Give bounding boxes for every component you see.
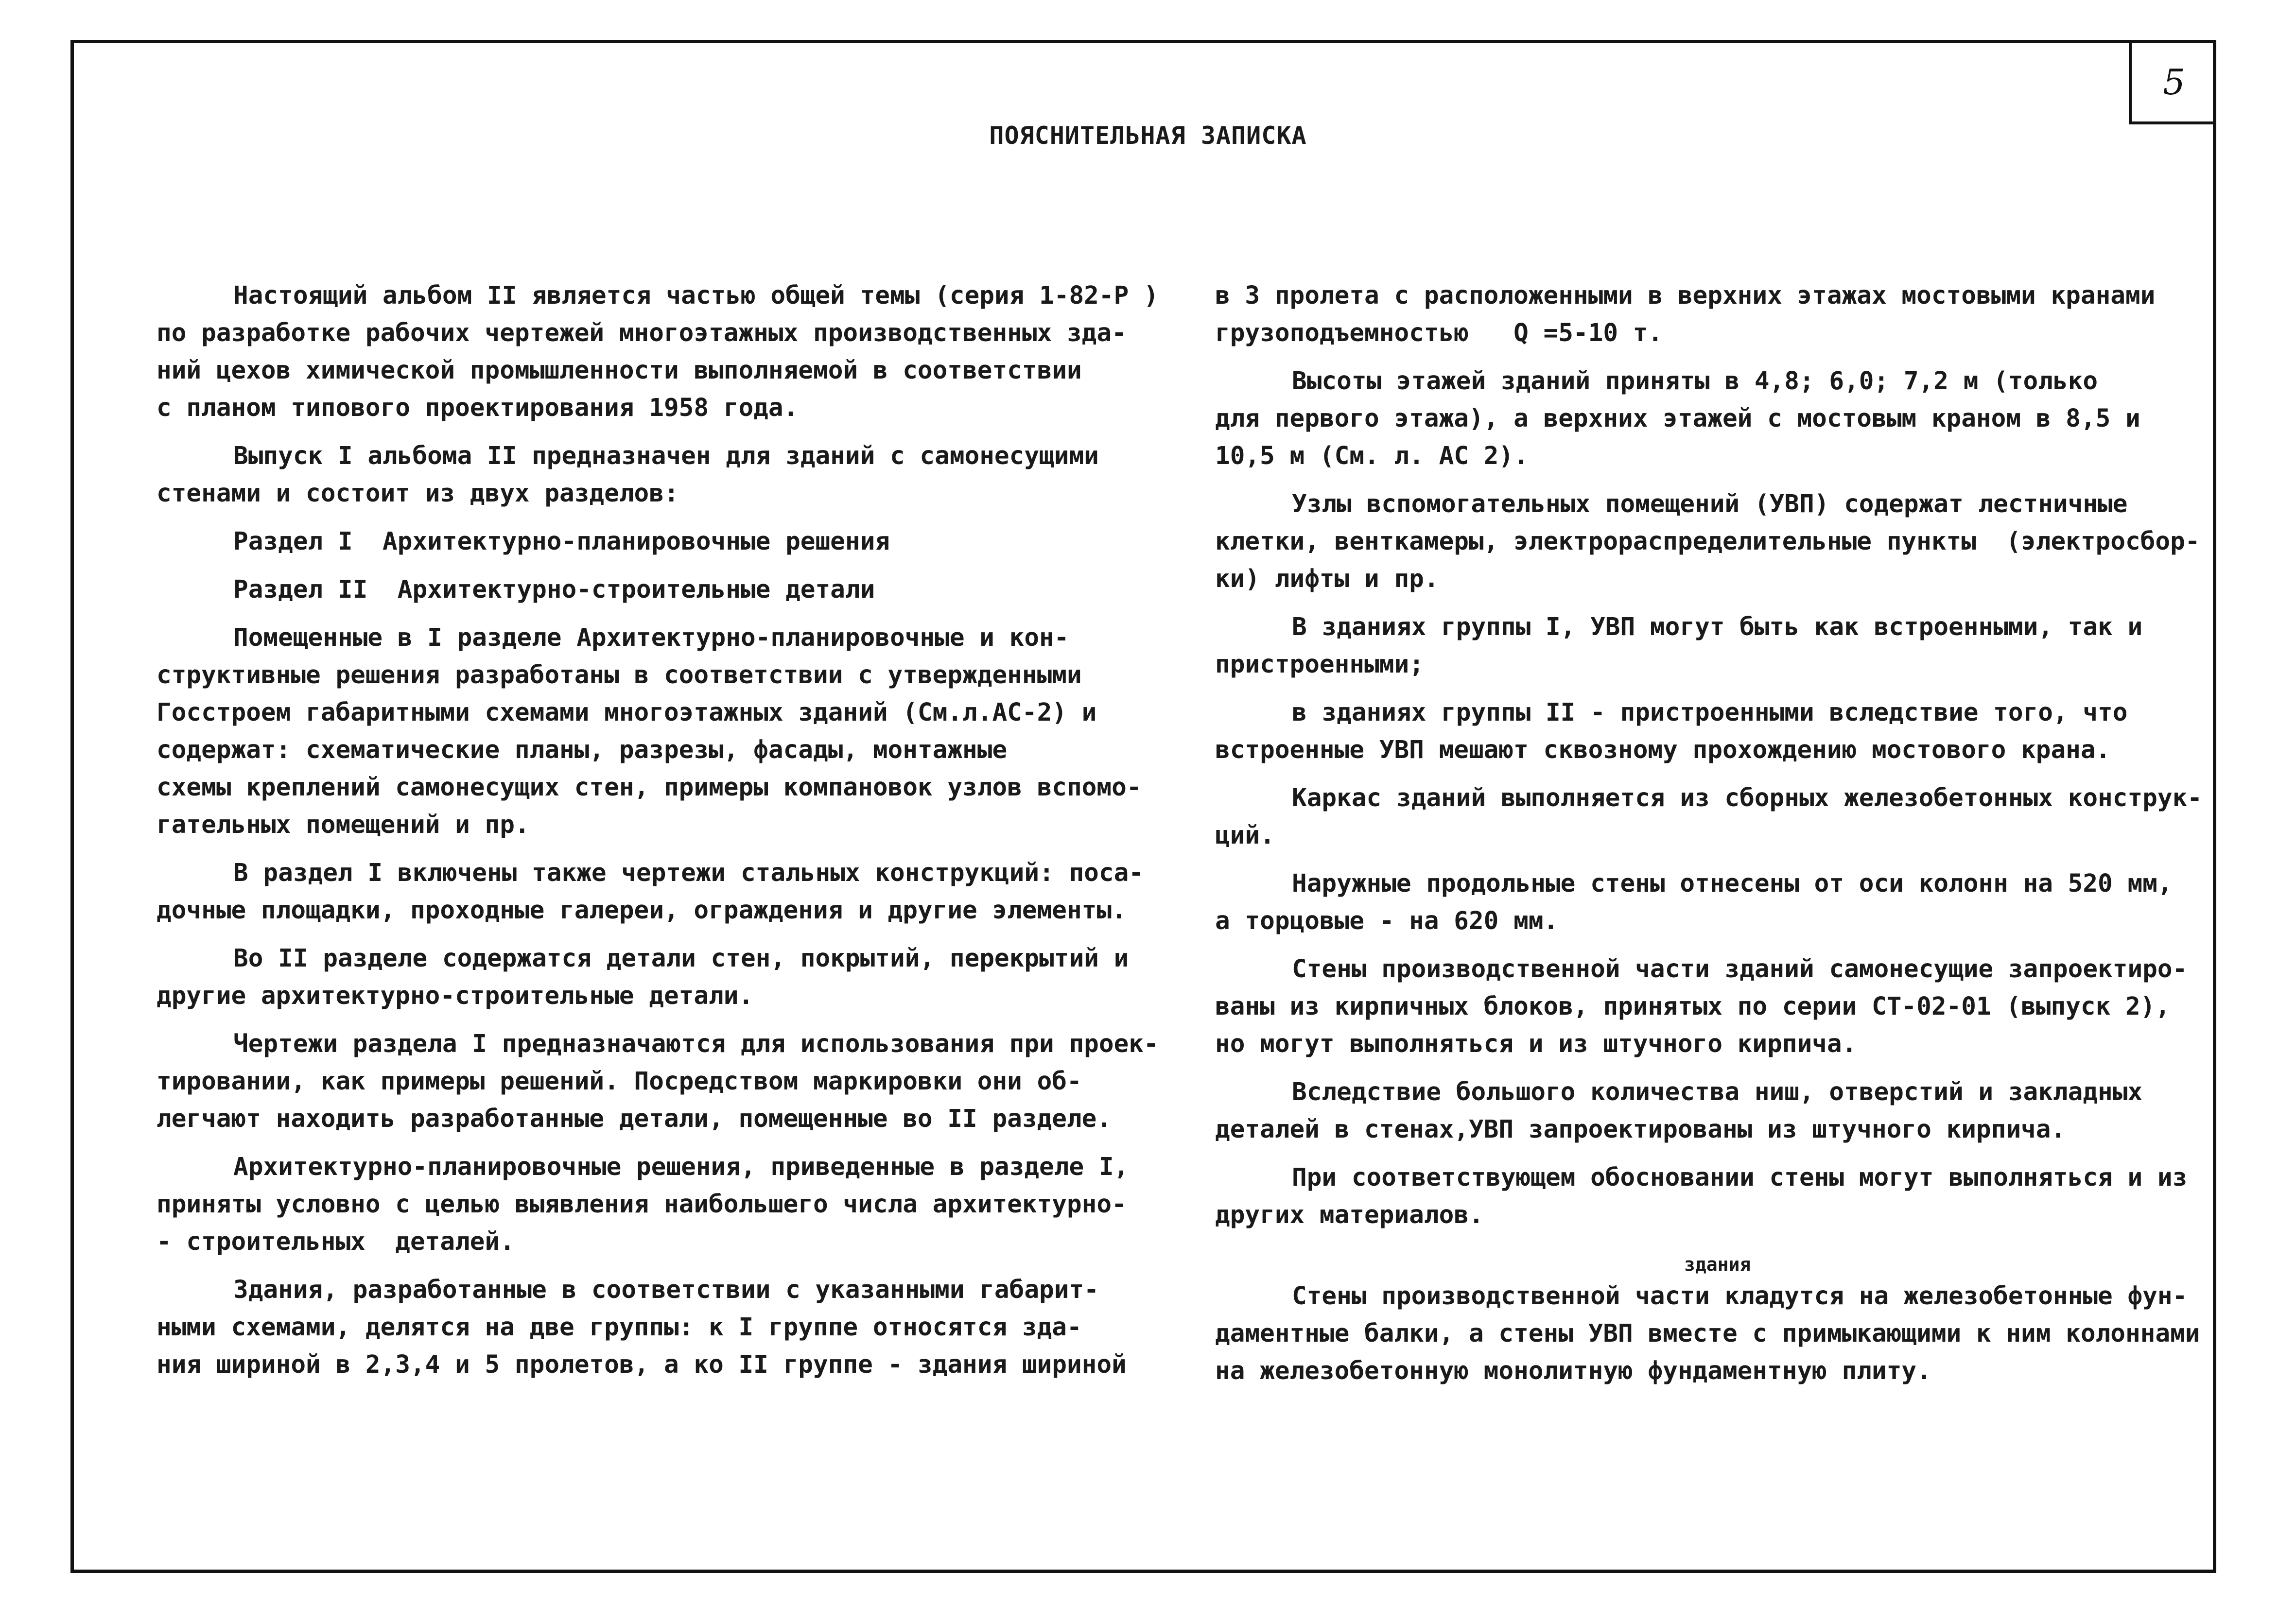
text-line: При соответствующем обосновании стены могут выполняться и из xyxy=(1292,1163,2188,1192)
paragraph xyxy=(157,571,1167,608)
text-line: Узлы вспомогательных помещений (УВП) содержат лестничные xyxy=(1292,490,2128,518)
paragraph xyxy=(1215,779,2214,854)
text-line: стенами и состоит из двух разделов: xyxy=(157,479,679,508)
text-line: Высоты этажей зданий приняты в 4,8; 6,0; 7,2 м (только xyxy=(1292,367,2098,396)
text-line: гательных помещений и пр. xyxy=(157,811,530,839)
text-line: Стены производственной части зданий самонесущие запроектиро- xyxy=(1292,955,2188,984)
text-line: Выпуск I альбома II предназначен для зданий с самонесущими xyxy=(233,442,1099,470)
text-line: Помещенные в I разделе Архитектурно-планировочные и кон- xyxy=(233,623,1069,652)
text-line: клетки, венткамеры, электрораспределительные пункты (электросбор- xyxy=(1215,527,2200,556)
text-line: В раздел I включены также чертежи стальных конструкций: поса- xyxy=(233,859,1144,887)
text-line: легчают находить разработанные детали, помещенные во II разделе. xyxy=(157,1105,1112,1133)
paragraph xyxy=(157,940,1167,1015)
paragraph xyxy=(157,1025,1167,1138)
page-number: 5 xyxy=(2129,43,2216,124)
paragraph xyxy=(157,1271,1167,1383)
left-column xyxy=(157,277,1167,1394)
text-line: Настоящий альбом II является частью общей темы (серия 1-82-Р ) xyxy=(233,281,1159,310)
paragraph xyxy=(1215,363,2214,475)
paragraph xyxy=(157,523,1167,560)
text-line: ций. xyxy=(1215,821,1275,850)
paragraph xyxy=(1215,608,2214,683)
text-line: но могут выполняться и из штучного кирпича. xyxy=(1215,1030,1857,1058)
right-column xyxy=(1215,277,2214,1400)
text-line: ния шириной в 2,3,4 и 5 пролетов, а ко II группе - здания шириной xyxy=(157,1350,1127,1379)
paragraph xyxy=(157,277,1167,427)
handwritten-insertion: здания xyxy=(1684,1254,1751,1275)
text-line: на железобетонную монолитную фундаментную плиту. xyxy=(1215,1357,1931,1385)
text-line: дочные площадки, проходные галереи, ограждения и другие элементы. xyxy=(157,896,1127,925)
paragraph xyxy=(157,854,1167,929)
page-title: ПОЯСНИТЕЛЬНАЯ ЗАПИСКА xyxy=(989,121,1307,150)
text-line: в 3 пролета с расположенными в верхних этажах мостовыми кранами xyxy=(1215,281,2156,310)
paragraph xyxy=(157,437,1167,512)
text-line: для первого этажа), а верхних этажей с мостовым краном в 8,5 и xyxy=(1215,404,2140,433)
text-line: встроенные УВП мешают сквозному прохождению мостового крана. xyxy=(1215,736,2111,764)
text-line: Наружные продольные стены отнесены от оси колонн на 520 мм, xyxy=(1292,869,2173,898)
text-line: Каркас зданий выполняется из сборных железобетонных конструк- xyxy=(1292,784,2202,812)
text-line: по разработке рабочих чертежей многоэтажных производственных зда- xyxy=(157,319,1127,347)
text-line: содержат: схематические планы, разрезы, фасады, монтажные xyxy=(157,736,1008,764)
text-line: ний цехов химической промышленности выполняемой в соответствии xyxy=(157,356,1082,385)
paragraph xyxy=(157,1148,1167,1261)
text-line: Раздел II Архитектурно-строительные детали xyxy=(233,575,875,604)
text-line: пристроенными; xyxy=(1215,650,1424,679)
text-line: ваны из кирпичных блоков, принятых по серии СТ-02-01 (выпуск 2), xyxy=(1215,992,2171,1021)
text-line: Во II разделе содержатся детали стен, покрытий, перекрытий и xyxy=(233,944,1129,973)
paragraph xyxy=(1215,694,2214,769)
text-line: Стены производственной части кладутся на железобетонные фун- xyxy=(1292,1282,2188,1311)
text-line: грузоподъемностью Q =5-10 т. xyxy=(1215,319,1663,347)
text-line: приняты условно с целью выявления наибольшего числа архитектурно- xyxy=(157,1190,1127,1219)
paragraph xyxy=(1215,1278,2214,1390)
text-line: 10,5 м (См. л. АС 2). xyxy=(1215,442,1529,470)
text-line: а торцовые - на 620 мм. xyxy=(1215,907,1559,935)
text-line: В зданиях группы I, УВП могут быть как встроенными, так и xyxy=(1292,613,2143,641)
text-line: деталей в стенах,УВП запроектированы из штучного кирпича. xyxy=(1215,1115,2066,1144)
text-line: структивные решения разработаны в соответствии с утвержденными xyxy=(157,661,1082,690)
text-line: в зданиях группы II - пристроенными вследствие того, что xyxy=(1292,698,2128,727)
paragraph xyxy=(1215,1159,2214,1234)
text-line: Чертежи раздела I предназначаются для использования при проек- xyxy=(233,1030,1159,1058)
paragraph xyxy=(1215,1073,2214,1148)
text-line: схемы креплений самонесущих стен, примеры компановок узлов вспомо- xyxy=(157,773,1142,802)
paragraph xyxy=(1215,485,2214,598)
text-line: Госстроем габаритными схемами многоэтажных зданий (См.л.АС-2) и xyxy=(157,698,1097,727)
text-line: тировании, как примеры решений. Посредством маркировки они об- xyxy=(157,1067,1082,1096)
text-line: даментные балки, а стены УВП вместе с примыкающими к ним колоннами xyxy=(1215,1319,2200,1348)
text-line: других материалов. xyxy=(1215,1201,1484,1229)
text-line: ными схемами, делятся на две группы: к I группе относятся зда- xyxy=(157,1313,1082,1342)
text-line: другие архитектурно-строительные детали. xyxy=(157,982,754,1010)
text-line: - строительных деталей. xyxy=(157,1227,515,1256)
text-line: Архитектурно-планировочные решения, приведенные в разделе I, xyxy=(233,1153,1129,1181)
text-line: Вследствие большого количества ниш, отверстий и закладных xyxy=(1292,1078,2143,1106)
paragraph xyxy=(1215,865,2214,940)
text-line: Здания, разработанные в соответствии с указанными габарит- xyxy=(233,1276,1099,1304)
paragraph xyxy=(157,619,1167,844)
text-line: ки) лифты и пр. xyxy=(1215,565,1439,593)
text-line: Раздел I Архитектурно-планировочные решения xyxy=(233,527,890,556)
paragraph xyxy=(1215,950,2214,1063)
paragraph xyxy=(1215,277,2214,352)
text-line: с планом типового проектирования 1958 года. xyxy=(157,394,799,422)
